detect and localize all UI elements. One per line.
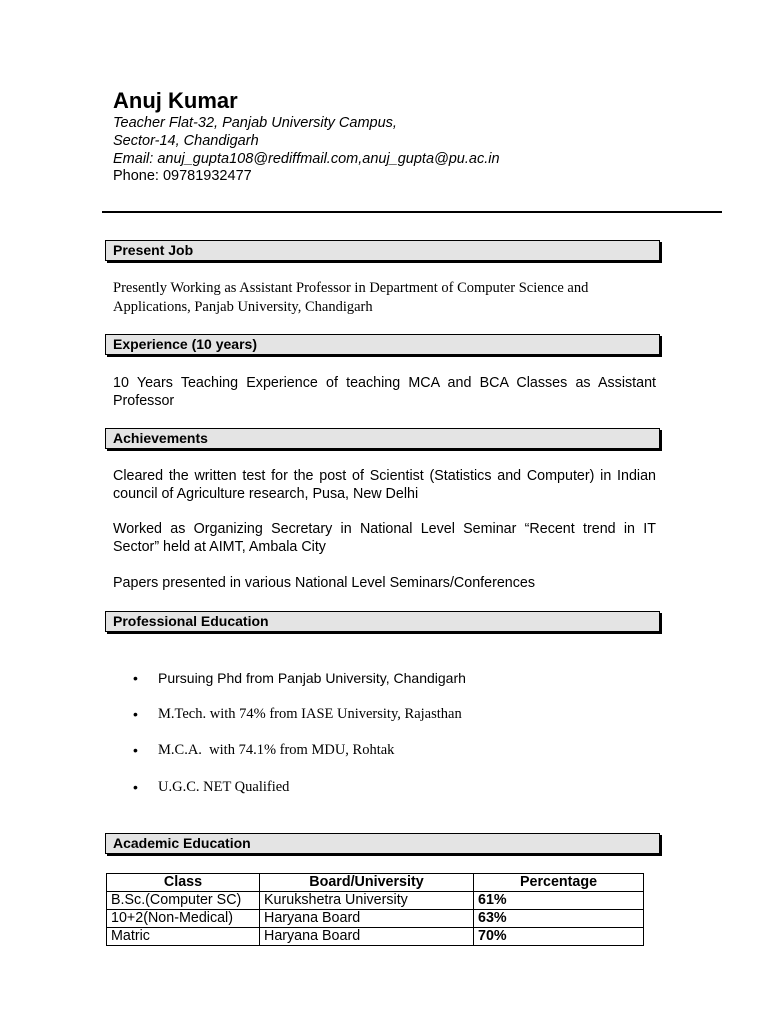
bullet-icon: • <box>133 706 138 722</box>
list-item-text: M.C.A. with 74.1% from MDU, Rohtak <box>158 742 395 758</box>
bullet-icon: • <box>133 779 138 795</box>
column-header-board: Board/University <box>260 874 474 892</box>
section-title: Present Job <box>113 242 194 258</box>
column-header-class: Class <box>107 874 260 892</box>
cell-percentage: 63% <box>474 910 644 928</box>
list-item-text: U.G.C. NET Qualified <box>158 779 290 795</box>
section-title: Professional Education <box>113 613 269 629</box>
achievement-item: Worked as Organizing Secretary in National Level Seminar “Recent trend in IT Sector” held at AIMT, Ambala City <box>113 521 656 555</box>
experience-text: 10 Years Teaching Experience of teaching MCA and BCA Classes as Assistant Professor <box>113 375 656 409</box>
resume-name: Anuj Kumar <box>113 88 238 113</box>
phone-line: Phone: 09781932477 <box>113 168 252 184</box>
list-item-text: Pursuing Phd from Panjab University, Chandigarh <box>158 670 466 686</box>
cell-class: 10+2(Non-Medical) <box>107 910 260 928</box>
section-header-experience <box>105 334 660 355</box>
section-title: Achievements <box>113 430 208 446</box>
cell-class: Matric <box>107 928 260 946</box>
table-row <box>107 928 644 946</box>
present-job-text: Presently Working as Assistant Professor in Department of Computer Science and Applications, Panjab University, Chandigarh <box>113 280 589 315</box>
table-header-row <box>107 874 644 892</box>
email-line[interactable]: Email: anuj_gupta108@rediffmail.com,anuj_gupta@pu.ac.in <box>113 151 500 167</box>
achievement-item: Cleared the written test for the post of Scientist (Statistics and Computer) in Indian council of Agriculture research, Pusa, New Delhi <box>113 468 656 502</box>
section-title: Experience (10 years) <box>113 336 257 352</box>
column-header-percentage: Percentage <box>474 874 644 892</box>
section-header-achievements <box>105 428 660 449</box>
header-divider <box>102 211 722 213</box>
section-header-professional-education <box>105 611 660 632</box>
address-line-1: Teacher Flat-32, Panjab University Campus, <box>113 115 397 131</box>
cell-percentage: 70% <box>474 928 644 946</box>
table-row <box>107 892 644 910</box>
bullet-icon: • <box>133 670 138 686</box>
list-item-text: M.Tech. with 74% from IASE University, Rajasthan <box>158 706 462 722</box>
table-row <box>107 910 644 928</box>
cell-board: Kurukshetra University <box>260 892 474 910</box>
cell-board: Haryana Board <box>260 928 474 946</box>
section-title: Academic Education <box>113 835 251 851</box>
academic-education-table <box>106 873 644 946</box>
cell-board: Haryana Board <box>260 910 474 928</box>
section-header-academic-education <box>105 833 660 854</box>
cell-percentage: 61% <box>474 892 644 910</box>
achievement-item: Papers presented in various National Level Seminars/Conferences <box>113 575 535 591</box>
address-line-2: Sector-14, Chandigarh <box>113 133 259 149</box>
cell-class: B.Sc.(Computer SC) <box>107 892 260 910</box>
bullet-icon: • <box>133 742 138 758</box>
section-header-present-job <box>105 240 660 261</box>
